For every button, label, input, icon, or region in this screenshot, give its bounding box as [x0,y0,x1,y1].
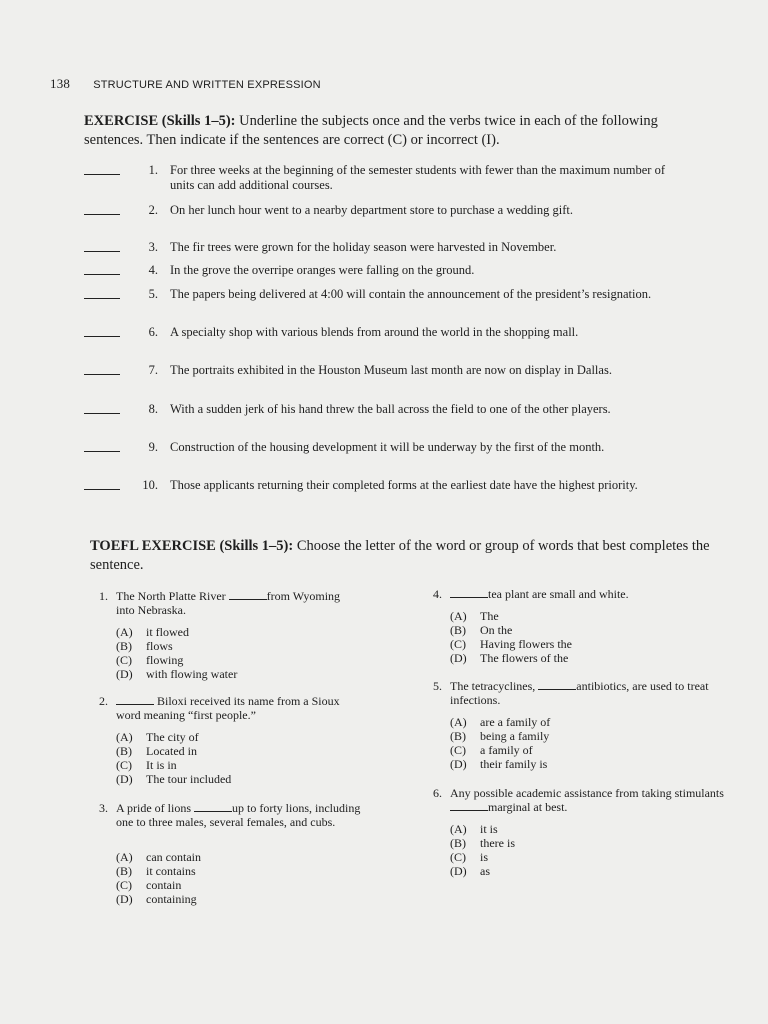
option-letter: (D) [450,651,467,665]
answer-gap [450,587,488,598]
option-text: is [480,850,489,864]
answer-option[interactable] [116,892,201,906]
option-letter: (A) [450,822,467,836]
stem-after: up to forty lions, including one to three males, several females, and cubs. [116,801,361,829]
answer-blank[interactable] [84,240,120,252]
answer-blank[interactable] [84,263,120,275]
option-text: The city of [146,730,199,744]
option-text: The tour included [146,772,232,786]
item-text: In the grove the overripe oranges were falling on the ground. [170,263,475,277]
question-stem [450,679,725,707]
item-number: 1. [148,163,158,177]
item-number: 3. [148,240,158,254]
option-text: their family is [480,757,548,771]
item-text: On her lunch hour went to a nearby department store to purchase a wedding gift. [170,203,573,217]
answer-option[interactable] [116,772,231,786]
exercise-1-label: EXERCISE (Skills 1–5): [84,113,236,129]
answer-option[interactable] [450,822,515,836]
option-text: are a family of [480,715,551,729]
answer-options [450,609,572,665]
option-text: as [480,864,490,878]
option-letter: (D) [450,757,467,771]
stem-after: marginal at best. [488,800,568,814]
item-text: A specialty shop with various blends from around the world in the shopping mall. [170,325,579,339]
answer-blank[interactable] [84,325,120,337]
option-text: flowing [146,653,184,667]
answer-blank[interactable] [84,287,120,299]
item-number: 9. [148,440,158,454]
answer-blank[interactable] [84,363,120,375]
item-text: The portraits exhibited in the Houston Museum last month are now on display in Dallas. [170,363,612,377]
answer-option[interactable] [116,730,231,744]
answer-blank[interactable] [84,402,120,414]
answer-option[interactable] [450,743,550,757]
option-text: It is in [146,758,177,772]
page-header [50,76,321,92]
question-number: 5. [433,679,442,693]
question-number: 3. [99,801,108,815]
question-stem [116,694,356,722]
answer-option[interactable] [116,744,231,758]
answer-option[interactable] [450,623,572,637]
answer-option[interactable] [450,637,572,651]
option-letter: (C) [450,850,466,864]
stem-before: A pride of lions [116,801,191,815]
exercise-2-text: Choose the letter of the word or group of words that best completes the sentence. [90,538,710,573]
item-text: Those applicants returning their completed forms at the earliest date have the highest priority. [170,478,638,492]
item-number: 6. [148,325,158,339]
option-letter: (C) [450,637,466,651]
option-letter: (A) [450,715,467,729]
exercise-2-label: TOEFL EXERCISE (Skills 1–5): [90,538,294,554]
question-number: 4. [433,587,442,601]
option-text: Having flowers the [480,637,572,651]
option-letter: (D) [116,892,133,906]
option-text: The flowers of the [480,651,569,665]
answer-option[interactable] [450,836,515,850]
option-letter: (A) [116,730,133,744]
page-number: 138 [50,76,71,91]
option-text: it contains [146,864,196,878]
item-text: For three weeks at the beginning of the semester students with fewer than the maximum number of units can add additional courses. [170,163,666,192]
option-text: The [480,609,499,623]
answer-options [450,822,515,878]
option-letter: (B) [450,623,466,637]
stem-before: The North Platte River [116,589,226,603]
option-text: flows [146,639,173,653]
answer-option[interactable] [116,864,201,878]
option-letter: (A) [450,609,467,623]
option-letter: (A) [116,625,133,639]
option-text: Located in [146,744,197,758]
option-letter: (B) [450,729,466,743]
option-text: a family of [480,743,533,757]
item-number: 8. [148,402,158,416]
item-number: 2. [148,203,158,217]
answer-option[interactable] [450,651,572,665]
answer-option[interactable] [116,639,237,653]
question-number: 2. [99,694,108,708]
answer-gap [116,694,154,705]
option-letter: (B) [450,836,466,850]
option-text: contain [146,878,182,892]
answer-option[interactable] [450,729,550,743]
answer-option[interactable] [450,850,515,864]
answer-blank[interactable] [84,163,120,175]
answer-options [116,730,231,786]
option-letter: (A) [116,850,133,864]
answer-option[interactable] [450,757,550,771]
option-letter: (B) [116,864,132,878]
item-number: 5. [148,287,158,301]
option-text: containing [146,892,197,906]
answer-blank[interactable] [84,440,120,452]
exercise-1-instructions [84,112,714,150]
item-text: Construction of the housing development it will be underway by the first of the month. [170,440,605,454]
option-letter: (D) [116,667,133,681]
running-title: STRUCTURE AND WRITTEN EXPRESSION [93,79,321,91]
answer-gap [229,589,267,600]
answer-options [116,625,237,681]
item-number: 10. [142,478,158,492]
answer-options [450,715,550,771]
item-text: The papers being delivered at 4:00 will contain the announcement of the president’s resignation. [170,287,652,301]
answer-option[interactable] [116,758,231,772]
item-number: 7. [148,363,158,377]
stem-after: antibiotics, are used to treat infections. [450,679,709,707]
item-text: The fir trees were grown for the holiday season were harvested in November. [170,240,557,254]
option-letter: (B) [116,639,132,653]
option-text: being a family [480,729,550,743]
answer-option[interactable] [116,653,237,667]
stem-before: The tetracyclines, [450,679,536,693]
item-text: With a sudden jerk of his hand threw the ball across the field to one of the other players. [170,402,611,416]
option-text: there is [480,836,515,850]
question-stem [116,589,346,617]
option-letter: (C) [116,653,132,667]
exercise-2-instructions [90,537,730,575]
option-text: it is [480,822,498,836]
exercise-1-text: Underline the subjects once and the verbs twice in each of the following sentences. Then indicate if the sentences are correct (C) or incorrect (I). [84,113,658,148]
stem-after: from Wyoming into Nebraska. [116,589,341,617]
option-letter: (D) [450,864,467,878]
answer-blank[interactable] [84,478,120,490]
stem-before: Any possible academic assistance from taking stimulants [450,786,724,800]
answer-options [116,850,201,906]
option-letter: (B) [116,744,132,758]
option-text: with flowing water [146,667,238,681]
item-number: 4. [148,263,158,277]
answer-gap [538,679,576,690]
answer-gap [450,800,488,811]
question-stem [450,786,725,814]
question-number: 6. [433,786,442,800]
option-letter: (C) [116,878,132,892]
option-text: it flowed [146,625,189,639]
answer-blank[interactable] [84,203,120,215]
answer-option[interactable] [450,609,572,623]
question-stem [450,587,710,601]
answer-option[interactable] [450,864,515,878]
answer-option[interactable] [450,715,550,729]
option-text: On the [480,623,513,637]
stem-after: Biloxi received its name from a Sioux word meaning “first people.” [116,694,340,722]
question-stem [116,801,361,829]
stem-after: tea plant are small and white. [488,587,629,601]
option-text: can contain [146,850,201,864]
answer-option[interactable] [116,878,201,892]
answer-option[interactable] [116,667,237,681]
answer-option[interactable] [116,625,237,639]
option-letter: (C) [116,758,132,772]
option-letter: (D) [116,772,133,786]
question-number: 1. [99,589,108,603]
answer-gap [194,801,232,812]
option-letter: (C) [450,743,466,757]
answer-option[interactable] [116,850,201,864]
